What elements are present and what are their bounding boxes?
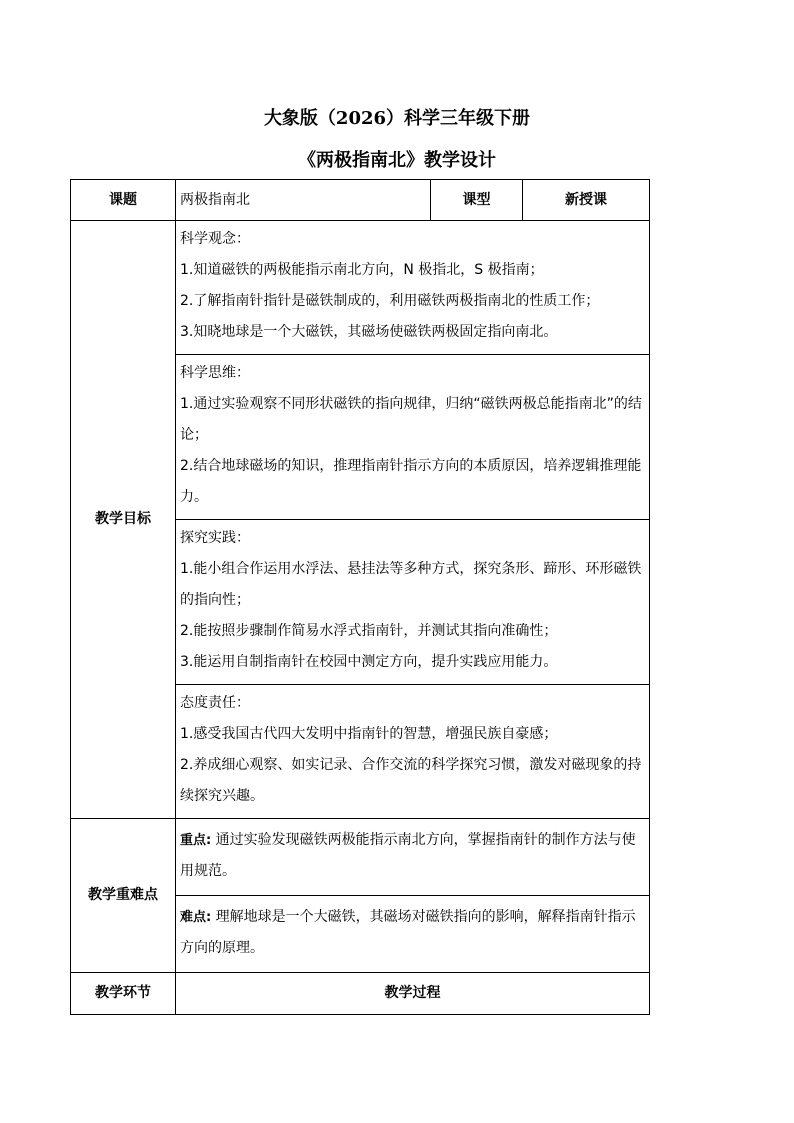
objective-item: 2.了解指南针指针是磁铁制成的，利用磁铁两极指南北的性质工作； bbox=[180, 293, 600, 309]
objectives-label: 教学目标 bbox=[71, 221, 176, 819]
section-heading: 探究实践： bbox=[180, 530, 250, 546]
topic-label: 课题 bbox=[71, 180, 176, 221]
difficulty-text: 理解地球是一个大磁铁，其磁场对磁铁指向的影响，解释指南针指示方向的原理。 bbox=[180, 909, 636, 956]
process-header-row bbox=[71, 973, 650, 1015]
objectives-row-concept bbox=[71, 221, 650, 355]
objectives-section bbox=[176, 520, 650, 685]
section-heading: 态度责任： bbox=[180, 695, 250, 711]
objective-item: 3.能运用自制指南针在校园中测定方向，提升实践应用能力。 bbox=[180, 654, 558, 670]
document-title: 大象版（2026）科学三年级下册 bbox=[263, 108, 531, 129]
key-points-label: 教学重难点 bbox=[71, 819, 176, 973]
section-heading: 科学思维： bbox=[180, 365, 250, 381]
objectives-section bbox=[176, 355, 650, 520]
lesson-type-label: 课型 bbox=[431, 180, 523, 221]
objective-item: 2.能按照步骤制作简易水浮式指南针，并测试其指向准确性； bbox=[180, 623, 558, 639]
objective-item: 2.结合地球磁场的知识，推理指南针指示方向的本质原因，培养逻辑推理能力。 bbox=[180, 458, 642, 505]
objective-item: 3.知晓地球是一个大磁铁，其磁场使磁铁两极固定指向南北。 bbox=[180, 324, 558, 340]
topic-row bbox=[71, 180, 650, 221]
teaching-process-label: 教学过程 bbox=[176, 973, 650, 1015]
topic-value: 两极指南北 bbox=[176, 180, 431, 221]
key-point-row bbox=[71, 819, 650, 896]
lesson-type-value: 新授课 bbox=[523, 180, 650, 221]
teaching-stage-label: 教学环节 bbox=[71, 973, 176, 1015]
difficulty-cell bbox=[176, 896, 650, 973]
section-heading: 科学观念： bbox=[180, 231, 250, 247]
objective-item: 1.知道磁铁的两极能指示南北方向，N 极指北，S 极指南； bbox=[180, 262, 544, 278]
key-point-cell bbox=[176, 819, 650, 896]
focus-label: 重点: bbox=[180, 833, 212, 848]
objective-item: 1.通过实验观察不同形状磁铁的指向规律，归纳“磁铁两极总能指南北”的结论； bbox=[180, 396, 642, 443]
objective-item: 2.养成细心观察、如实记录、合作交流的科学探究习惯，激发对磁现象的持续探究兴趣。 bbox=[180, 757, 642, 804]
objective-item: 1.感受我国古代四大发明中指南针的智慧，增强民族自豪感； bbox=[180, 726, 558, 742]
lesson-plan-table bbox=[70, 179, 650, 1015]
focus-text: 通过实验发现磁铁两极能指示南北方向，掌握指南针的制作方法与使用规范。 bbox=[180, 832, 636, 879]
document-subtitle: 《两极指南北》教学设计 bbox=[298, 150, 496, 171]
objectives-section bbox=[176, 685, 650, 819]
difficulty-label: 难点: bbox=[180, 910, 212, 925]
objectives-section bbox=[176, 221, 650, 355]
objective-item: 1.能小组合作运用水浮法、悬挂法等多种方式，探究条形、蹄形、环形磁铁的指向性； bbox=[180, 561, 642, 608]
